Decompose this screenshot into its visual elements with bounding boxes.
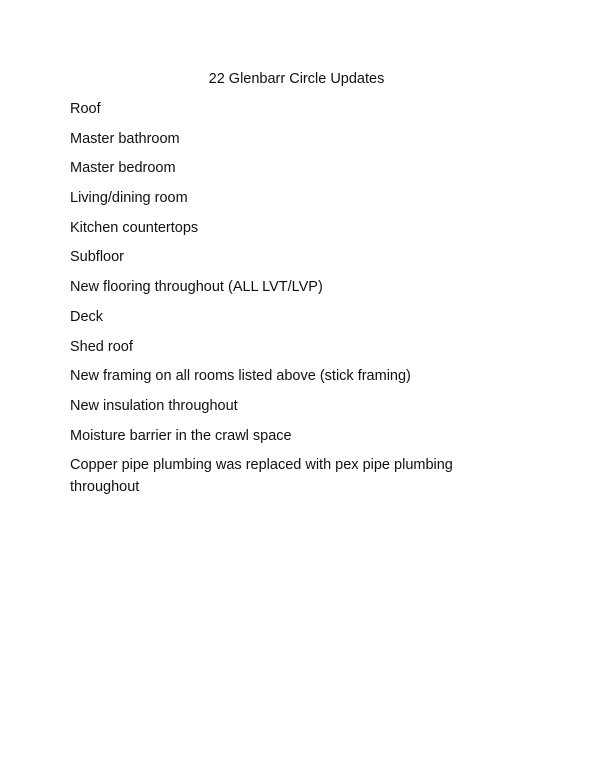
list-item: Living/dining room: [70, 190, 188, 207]
list-item: Copper pipe plumbing was replaced with pex pipe plumbing throughout: [70, 457, 453, 495]
list-item: New flooring throughout (ALL LVT/LVP): [70, 279, 323, 296]
list-item: Moisture barrier in the crawl space: [70, 427, 292, 444]
list-item: Subfloor: [70, 249, 125, 266]
document-title: 22 Glenbarr Circle Updates: [208, 71, 385, 87]
updates-list: [70, 99, 500, 506]
list-item: Deck: [70, 308, 104, 325]
list-item: Kitchen countertops: [70, 219, 199, 236]
list-item: Roof: [70, 101, 101, 117]
list-item: New framing on all rooms listed above (stick framing): [70, 368, 411, 385]
list-item: Master bathroom: [70, 130, 180, 147]
list-item: New insulation throughout: [70, 397, 238, 414]
list-item: Master bedroom: [70, 160, 176, 177]
list-item: Shed roof: [70, 338, 133, 355]
